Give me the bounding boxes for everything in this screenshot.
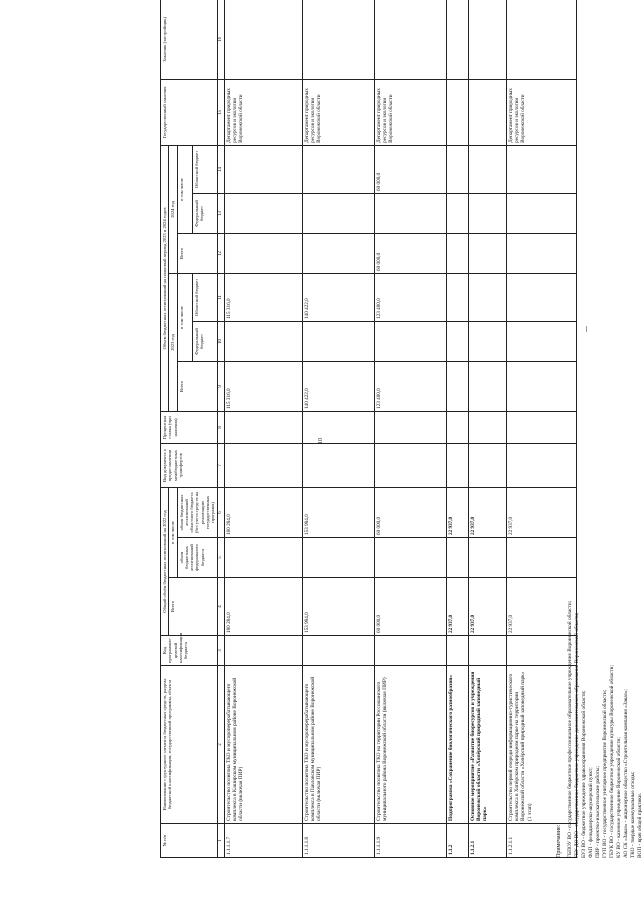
row-cell-c16 — [446, 0, 468, 79]
col-number: 12 — [217, 233, 224, 273]
row-cell-c6: 22 937,0 — [506, 487, 576, 537]
row-cell-c11: 115 316,0 — [224, 273, 302, 321]
row-cell-c5 — [374, 538, 446, 578]
row-cell-c7 — [468, 443, 506, 487]
row-cell-c6: 153 984,0 — [302, 487, 374, 537]
row-cell-c15: Департамент природных ресурсов и экологии Воронежской области — [224, 79, 302, 145]
note-item: ГБУК ВО - государственное бюджетное учреждение культуры Воронежской области; — [608, 665, 615, 858]
row-name: Строительство первой очереди информационно-туристического комплекса в Хопёрском природном парке на территории Воронежской области «Хопёрский природный заповедный парк» (1 этап) — [506, 666, 576, 824]
header-2023-fed: Федеральный бюджет — [192, 321, 217, 361]
row-cell-c10 — [224, 321, 302, 361]
table-row — [302, 0, 374, 858]
row-cell-c8 — [374, 411, 446, 443]
col-number: 11 — [217, 273, 224, 321]
row-cell-c12 — [224, 233, 302, 273]
row-cell-c15: Департамент природных ресурсов и экологии Воронежской области — [302, 79, 374, 145]
rotated-page-content — [160, 0, 643, 877]
col-number: 14 — [217, 145, 224, 193]
note-item: ФАП - фельдшерско-акушерский пункт; — [587, 767, 594, 858]
row-cell-c4: 180 284,0 — [224, 578, 302, 636]
header-name: Наименование структурного элемента бюджетных средств, раздела бюджетной классификации, государственной программы, объекта — [161, 666, 218, 824]
header-2024-total: Всего — [177, 233, 217, 273]
col-number: 2 — [217, 666, 224, 824]
col-number: 15 — [217, 79, 224, 145]
row-cell-c3 — [374, 636, 446, 666]
col-number: 4 — [217, 578, 224, 636]
row-cell-c12: 60 000,0 — [374, 233, 446, 273]
header-2024-oblast: Областной бюджет — [192, 145, 217, 193]
row-cell-c11: 140 422,0 — [302, 273, 374, 321]
row-cell-c14 — [302, 145, 374, 193]
header-2023-2024: Объем бюджетных ассигнований на плановый период 2023 и 2024 годов — [161, 145, 169, 411]
table-body — [224, 0, 576, 858]
row-cell-c16 — [468, 0, 506, 79]
row-cell-c12 — [446, 233, 468, 273]
header-2022-fed: объем бюджетных ассигнований федерального бюджета — [177, 538, 217, 578]
col-number: 9 — [217, 361, 224, 411]
row-cell-c16 — [302, 0, 374, 79]
header-year-2024: 2024 год — [169, 145, 177, 273]
header-customer: Государственный заказчик — [161, 79, 218, 145]
note-item: ГУП ВО - государственное унитарное предприятие Воронежской области; — [601, 689, 608, 858]
header-number: № п/п — [161, 824, 218, 858]
row-cell-c12 — [302, 233, 374, 273]
row-cell-c11 — [468, 273, 506, 321]
row-cell-c4: 153 984,0 — [302, 578, 374, 636]
row-name: Строительство полигона ТКО и мусороперерабатывающего комплекса в Павловском муниципальном районе Воронежской области (включая ПИР) — [302, 666, 374, 824]
header-rate: Процентная ставка (при наличии) — [161, 411, 218, 443]
col-number: 13 — [217, 193, 224, 233]
row-cell-c16 — [374, 0, 446, 79]
row-cell-c11: 123 400,0 — [374, 273, 446, 321]
row-cell-c15: Департамент природных ресурсов и экологии Воронежской области — [374, 79, 446, 145]
notes-title: Примечание: — [556, 824, 562, 858]
table-row — [468, 0, 506, 858]
row-number: 1.1.2 — [446, 824, 468, 858]
header-2024-incl: в том числе — [177, 145, 192, 233]
header-2022-oblast: объем бюджетных ассигнований областного бюджета (без учета средств на реализацию государственных программ) — [177, 487, 217, 537]
row-cell-c7 — [374, 443, 446, 487]
notes-list — [567, 0, 644, 858]
note-item: ТКО - твердые коммунальные отходы; — [629, 771, 636, 858]
row-cell-c15 — [468, 79, 506, 145]
row-cell-c8 — [224, 411, 302, 443]
row-cell-c12 — [468, 233, 506, 273]
note-item: ГБПОУ ВО - государственное бюджетное профессиональное образовательное учреждение Воронежской области; — [566, 600, 573, 858]
row-cell-c9 — [446, 361, 468, 411]
header-2022-total: Всего — [169, 578, 217, 636]
row-cell-c15: Департамент природных ресурсов и экологии Воронежской области — [506, 79, 576, 145]
header-2024-fed: Федеральный бюджет — [192, 193, 217, 233]
row-cell-c8 — [468, 411, 506, 443]
row-cell-c10 — [446, 321, 468, 361]
row-cell-c7 — [446, 443, 468, 487]
row-number: 1.1.1.1.7 — [224, 824, 302, 858]
row-cell-c13 — [446, 193, 468, 233]
row-cell-c4: 60 000,0 — [374, 578, 446, 636]
col-number: 6 — [217, 487, 224, 537]
row-number: 1.1.2.1 — [468, 824, 506, 858]
row-cell-c9: 115 316,0 — [224, 361, 302, 411]
header-2023-total: Всего — [177, 361, 217, 411]
col-number: 16 — [217, 0, 224, 79]
row-cell-c13 — [224, 193, 302, 233]
note-item: АО СК «Заказ» - акционерное общество «Строительная компания «Заказ»; — [622, 689, 629, 858]
col-number: 1 — [217, 824, 224, 858]
row-cell-c14 — [224, 145, 302, 193]
table-row — [224, 0, 302, 858]
note-item: ГБУ ДО ВО - государственное бюджетное учреждение дополнительного образования Воронежской области; — [573, 612, 580, 858]
row-cell-c9 — [468, 361, 506, 411]
row-cell-c9: 123 400,0 — [374, 361, 446, 411]
row-cell-c13 — [302, 193, 374, 233]
table-row — [374, 0, 446, 858]
row-cell-c14 — [446, 145, 468, 193]
row-cell-c5 — [302, 538, 374, 578]
row-cell-c8 — [446, 411, 468, 443]
row-cell-c9: 140 422,0 — [302, 361, 374, 411]
col-number: 3 — [217, 636, 224, 666]
row-cell-c4: 22 937,0 — [506, 578, 576, 636]
table-row — [446, 0, 468, 858]
header-2022-incl: в том числе — [169, 487, 177, 577]
row-cell-c7 — [224, 443, 302, 487]
row-cell-c7 — [302, 443, 374, 487]
row-cell-c6: 60 000,0 — [374, 487, 446, 537]
col-number: 8 — [217, 411, 224, 443]
row-cell-c10 — [468, 321, 506, 361]
row-cell-c3 — [302, 636, 374, 666]
row-name: Подпрограмма «Сохранение биологического разнообразия» — [446, 666, 468, 824]
page-number: 10 — [318, 438, 324, 444]
header-year-2023: 2023 год — [169, 273, 177, 411]
investment-table — [160, 0, 577, 858]
row-cell-c6: 22 937,0 — [446, 487, 468, 537]
row-number: 1.1.1.1.9 — [374, 824, 446, 858]
note-item: ПИР - проектно-изыскательские работы; — [594, 766, 601, 858]
column-number-row — [217, 0, 224, 858]
row-cell-c13 — [374, 193, 446, 233]
row-name: Основное мероприятие «Развитие биоресурсов и учреждения Воронежской области «Хопёрский природный заповедный парк» — [468, 666, 506, 824]
note-item: БУЗ ВО - бюджетное учреждение здравоохранения Воронежской области; — [580, 690, 587, 858]
row-cell-c13 — [468, 193, 506, 233]
header-developer: Заказчик (застройщик) — [161, 0, 218, 79]
row-cell-c8 — [302, 411, 374, 443]
row-cell-c6: 22 937,0 — [468, 487, 506, 537]
row-cell-c3 — [468, 636, 506, 666]
row-cell-c5 — [446, 538, 468, 578]
header-2022: Общий объём бюджетных ассигнований на 2022 год — [161, 487, 169, 635]
row-number: 1.1.2.1.1 — [506, 824, 576, 858]
col-number: 7 — [217, 443, 224, 487]
row-name: Строительство полигона ТКО и мусороперерабатывающего комплекса в Каширском муниципальном районе Воронежской области (включая ПИР) — [224, 666, 302, 824]
row-cell-c14 — [468, 145, 506, 193]
row-cell-c4: 22 937,0 — [468, 578, 506, 636]
header-2023-oblast: Областной бюджет — [192, 273, 217, 321]
row-cell-c6: 180 284,0 — [224, 487, 302, 537]
col-number: 10 — [217, 321, 224, 361]
notes — [556, 0, 644, 858]
note-item: КУ ВО - казенное учреждение Воронежской области; — [615, 737, 622, 858]
row-cell-c14: 60 000,0 — [374, 145, 446, 193]
row-cell-c10 — [374, 321, 446, 361]
row-cell-c11 — [446, 273, 468, 321]
row-cell-c3 — [224, 636, 302, 666]
header-2023-incl: в том числе — [177, 273, 192, 361]
row-cell-c3 — [446, 636, 468, 666]
row-cell-c4: 22 937,0 — [446, 578, 468, 636]
row-cell-c16 — [224, 0, 302, 79]
header-doc-type: Вид документа о предоставлении межбюджетных трансфертов — [161, 443, 218, 487]
row-cell-c5 — [224, 538, 302, 578]
header-code: Код программно-целевой классификации бюджета — [161, 636, 218, 666]
col-number: 5 — [217, 538, 224, 578]
row-name: Строительство полигона ТКО на территории Россошанского муниципального района Воронежской области (включая ПИР) — [374, 666, 446, 824]
note-item: ВОП - врач общей практики. — [636, 792, 643, 858]
row-number: 1.1.1.1.8 — [302, 824, 374, 858]
row-cell-c15 — [446, 79, 468, 145]
row-cell-c5 — [468, 538, 506, 578]
row-cell-c10 — [302, 321, 374, 361]
